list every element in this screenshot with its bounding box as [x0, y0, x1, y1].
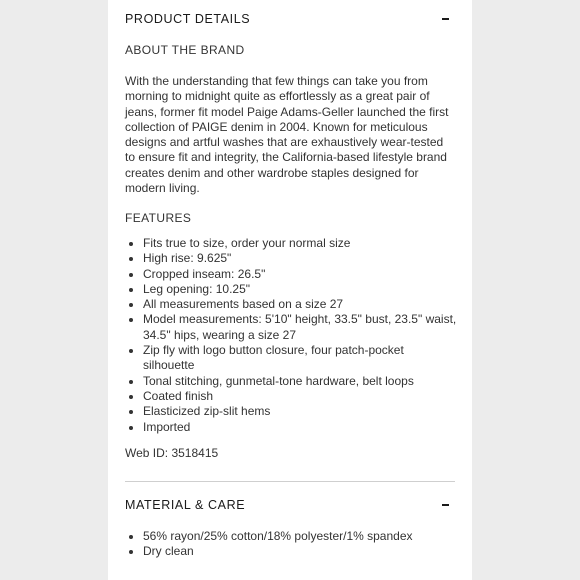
list-item: Fits true to size, order your normal size: [143, 236, 458, 251]
material-care-header[interactable]: [125, 496, 455, 514]
section-divider: [125, 481, 455, 482]
about-brand-heading: ABOUT THE BRAND: [125, 43, 245, 57]
list-item: High rise: 9.625": [143, 251, 458, 266]
about-brand-text: With the understanding that few things can take you from morning to midnight quite as effortlessly as a great pair of jeans, former fit model Paige Adams-Geller launched the first collection of PAIGE denim in 2004. Known for meticulous designs and artful washes that are exhaustively wear-tested to ensure fit and integrity, the California-based lifestyle brand creates denim and other wardrobe staples designed for modern living.: [125, 74, 449, 196]
list-item: Leg opening: 10.25": [143, 282, 458, 297]
product-info-panel: [108, 0, 472, 580]
list-item: Elasticized zip-slit hems: [143, 404, 458, 419]
product-details-title: PRODUCT DETAILS: [125, 12, 251, 26]
list-item: Cropped inseam: 26.5": [143, 267, 458, 282]
material-care-list: [125, 529, 458, 560]
minus-icon[interactable]: [442, 18, 449, 20]
list-item: Model measurements: 5'10" height, 33.5" bust, 23.5" waist, 34.5" hips, wearing a size 27: [143, 312, 457, 342]
list-item: Zip fly with logo button closure, four patch-pocket silhouette: [143, 343, 458, 374]
web-id: Web ID: 3518415: [125, 446, 219, 460]
list-item: All measurements based on a size 27: [143, 297, 458, 312]
list-item: Tonal stitching, gunmetal-tone hardware, belt loops: [143, 374, 458, 389]
list-item: Dry clean: [143, 544, 458, 559]
product-details-header[interactable]: [125, 10, 455, 28]
features-list: [125, 236, 458, 435]
minus-icon[interactable]: [442, 504, 449, 506]
material-care-title: MATERIAL & CARE: [125, 498, 246, 512]
list-item: Coated finish: [143, 389, 458, 404]
list-item: Imported: [143, 420, 458, 435]
list-item: 56% rayon/25% cotton/18% polyester/1% spandex: [143, 529, 458, 544]
features-heading: FEATURES: [125, 211, 192, 225]
